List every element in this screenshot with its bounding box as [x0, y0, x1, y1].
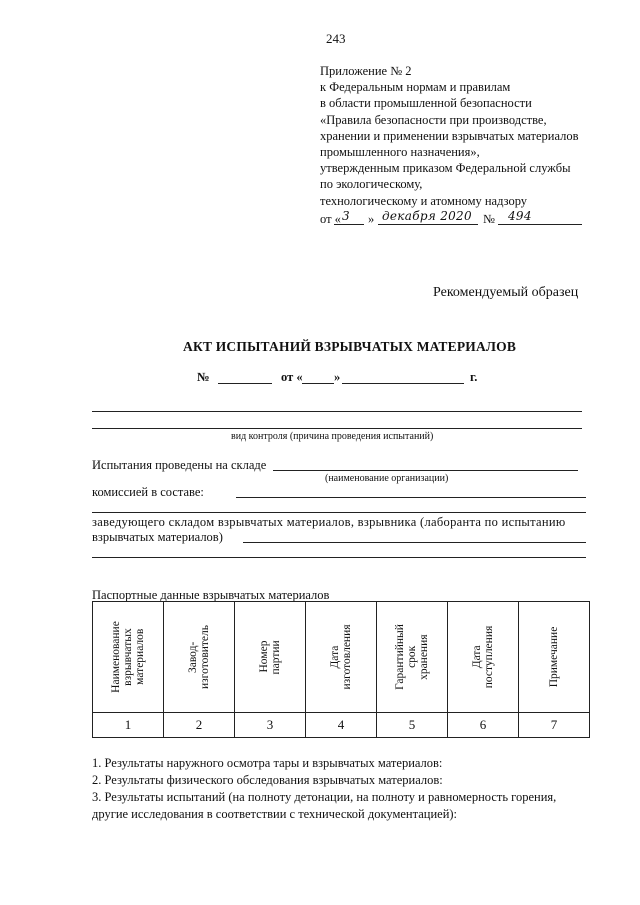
- order-no-label: №: [483, 211, 495, 226]
- act-day-field[interactable]: [302, 383, 334, 384]
- column-number: 5: [377, 713, 448, 738]
- warehouse-field[interactable]: [273, 470, 578, 471]
- order-close-quote: »: [368, 211, 375, 226]
- results-list: [92, 755, 556, 823]
- act-number-label: №: [197, 370, 210, 384]
- organization-caption: (наименование организации): [325, 473, 449, 484]
- table-header-cell: [93, 602, 164, 713]
- act-number-field[interactable]: [218, 383, 272, 384]
- appendix-line: промышленного назначения»,: [320, 145, 480, 160]
- header-note: Примечание: [548, 626, 560, 688]
- result-item: 3. Результаты испытаний (на полноту детонации, на полноту и равномерность горения,: [92, 790, 557, 804]
- warehouse-label: Испытания проведены на складе: [92, 458, 267, 472]
- order-number-handwritten: 494: [508, 208, 532, 223]
- commission-field-1[interactable]: [236, 497, 586, 498]
- column-number: 7: [519, 713, 590, 738]
- header-manufacturer: Завод- изготовитель: [187, 624, 211, 690]
- result-item: 2. Результаты физического обследования взрывчатых материалов:: [92, 773, 443, 787]
- column-number: 1: [93, 713, 164, 738]
- column-number: 4: [306, 713, 377, 738]
- column-number: 6: [448, 713, 519, 738]
- staff-field-2[interactable]: [92, 557, 586, 558]
- staff-line-1: заведующего складом взрывчатых материалов, взрывника (лаборанта по испытанию: [92, 515, 566, 529]
- order-from-label: от «: [320, 211, 341, 226]
- commission-label: комиссией в составе:: [92, 485, 204, 499]
- appendix-line: технологическому и атомному надзору: [320, 193, 528, 208]
- staff-line-2: взрывчатых материалов): [92, 530, 223, 544]
- table-header-cell: [377, 602, 448, 713]
- passport-data-table: [92, 601, 590, 738]
- act-from-label: от «: [281, 370, 303, 384]
- result-item: 1. Результаты наружного осмотра тары и взрывчатых материалов:: [92, 756, 443, 770]
- page-number: 243: [326, 31, 346, 46]
- table-header-cell: [164, 602, 235, 713]
- passport-title: Паспортные данные взрывчатых материалов: [92, 588, 330, 602]
- header-warranty-period: Гарантийный срок хранения: [394, 624, 430, 690]
- header-name: Наименование взрывчатых материалов: [110, 621, 146, 693]
- act-close-quote: »: [334, 370, 341, 384]
- staff-field-1[interactable]: [243, 542, 586, 543]
- appendix-line: в области промышленной безопасности: [320, 96, 532, 111]
- result-item: другие исследования в соответствии с технической документацией):: [92, 807, 458, 821]
- column-number: 3: [235, 713, 306, 738]
- header-manufacture-date: Дата изготовления: [329, 624, 353, 690]
- appendix-line: по экологическому,: [320, 177, 423, 192]
- table-header-cell: [519, 602, 590, 713]
- act-month-field[interactable]: [342, 383, 464, 384]
- appendix-line: «Правила безопасности при производстве,: [320, 112, 547, 127]
- act-year-suffix: г.: [470, 370, 478, 384]
- table-header-cell: [306, 602, 377, 713]
- control-type-field-2[interactable]: [92, 428, 582, 429]
- column-number: 2: [164, 713, 235, 738]
- order-date-line: [320, 209, 579, 226]
- appendix-line: хранении и применении взрывчатых материалов: [320, 128, 579, 143]
- control-type-caption: вид контроля (причина проведения испытаний): [231, 431, 434, 442]
- appendix-block: [320, 63, 579, 226]
- control-type-field-1[interactable]: [92, 411, 582, 412]
- order-day-handwritten: 3: [342, 208, 350, 223]
- appendix-line: утвержденным приказом Федеральной службы: [320, 161, 571, 176]
- header-receipt-date: Дата поступления: [471, 625, 495, 689]
- order-month-handwritten: декабря 2020: [382, 208, 472, 223]
- appendix-line: Приложение № 2: [320, 64, 412, 78]
- table-number-row: [93, 713, 590, 738]
- table-header-row: [93, 602, 590, 713]
- table-header-cell: [448, 602, 519, 713]
- commission-field-2[interactable]: [92, 512, 586, 513]
- table-header-cell: [235, 602, 306, 713]
- document-title: АКТ ИСПЫТАНИЙ ВЗРЫВЧАТЫХ МАТЕРИАЛОВ: [183, 339, 517, 354]
- appendix-line: к Федеральным нормам и правилам: [320, 80, 511, 95]
- recommended-sample-label: Рекомендуемый образец: [433, 285, 579, 300]
- header-batch-number: Номер партии: [258, 639, 282, 675]
